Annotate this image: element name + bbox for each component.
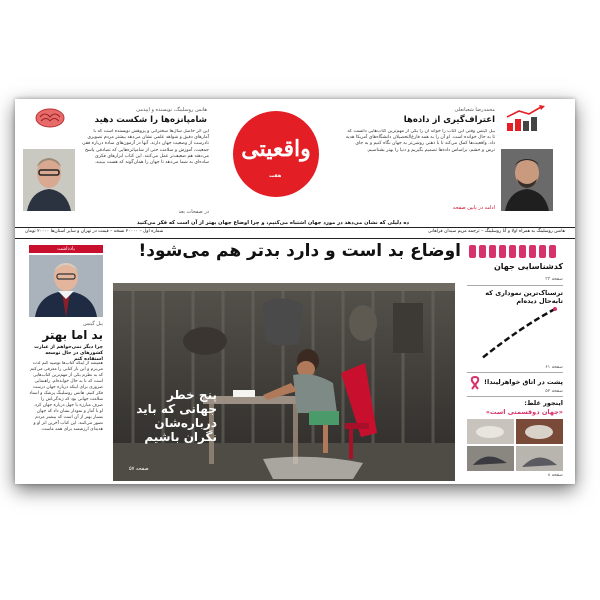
main-headline: اوضاع بد است و دارد بدتر هم می‌شود!	[138, 241, 461, 261]
logo-small-mark: هفت	[269, 173, 282, 179]
translator-line: هانس روسلینگ به همراه اولا و آنا روسلینگ – ترجمه مریم سیدان فراهانی	[428, 229, 565, 234]
newspaper-page	[15, 99, 575, 484]
issue-info: شماره اول – ۲۰۰۰۰ نسخه – قیمت در تهران و سایر استان‌ها ۲۰۰۰۰ تومان	[25, 229, 164, 234]
right-top-body: بیل گیتس وقتی این کتاب را خواند آن را یکی از مهم‌ترین کتاب‌هایی دانست که تا به حال خوانده است. او آن را به همه فارغ‌التحصیلان دانشگاه‌های آمریکا هدیه داد. واقعیت‌ها کمک می‌کند تا با ذهنی روشن‌تر به جهان نگاه کنیم و به جای ترس و خشم، براساس داده‌ها تصمیم بگیریم و دنیا را بهتر بشناسیم.	[345, 129, 495, 153]
people-icons-row	[467, 243, 563, 259]
left-top-portrait	[23, 149, 75, 211]
bar-chart-icon	[505, 105, 549, 131]
left-col-body: همیشه از اینکه کتاب‌ها توصیه کنم لذت می‌برم و این بار کتابی را معرفی می‌کنم که به نظرم یکی از مهم‌ترین کتاب‌هایی است که تا به حال خوانده‌ام. راهنمایی ضروری برای اینکه درباره جهان درست فکر کنیم. هانس روسلینگ پزشک و استاد سلامت جهانی بود که زندگی‌اش را صرف مبارزه با جهل درباره جهان کرد. او با آمار و نمودار نشان داد که جهان بسیار بهتر از آن است که بیشتر مردم تصور می‌کنند. این کتاب آخرین اثر او و هدیه‌ای ارزشمند برای همه ماست.	[29, 361, 103, 432]
right-item1-page: صفحه ۳۳	[545, 277, 563, 282]
right-top-portrait	[501, 149, 553, 211]
note-badge: یادداشت	[29, 245, 103, 253]
newspaper-logo	[233, 111, 319, 197]
masthead-subline: ده دلیلی که نشان می‌دهد در مورد جهان اشتباه می‌کنیم، و چرا اوضاع جهان بهتر از آن است که فکر می‌کنید	[136, 220, 410, 226]
right-top-title: اعتراف‌گیری از داده‌ها	[403, 115, 495, 125]
photo-caption: پنج خطر جهانی که باید درباره‌شان نگران باشیم	[136, 388, 217, 444]
right-sep-1	[467, 285, 563, 286]
left-top-kicker: هانس روسلینگ، نویسنده و اپیدمی	[136, 107, 207, 113]
left-top-body: این اثر حاصل سال‌ها سخنرانی و پژوهش نویسنده است که با آمارهای دقیق و شواهد علمی نشان می‌دهد بیشتر مردم تصویری نادرست از وضعیت جهان دارند. آنها در آزمون‌های ساده درباره فقر، جمعیت، آموزش و سلامت حتی از شامپانزه‌هایی که تصادفی پاسخ می‌دهند هم ضعیف‌تر عمل می‌کنند. این کتاب ابزارهای فکری ساده‌ای به شما می‌دهد تا جهان را همان‌گونه که هست ببینید.	[81, 129, 209, 166]
right-item1-title: کدشناسایی جهان	[493, 262, 563, 271]
left-top-page-ref: در صفحات بعد	[178, 209, 209, 215]
masthead	[15, 99, 575, 231]
left-col-title: بد اما بهتر	[42, 328, 103, 342]
left-col-subtitle: چرا دیگر نمی‌خواهم از عبارت کشورهای در حال توسعه استفاده کنم	[34, 345, 103, 362]
ribbon-icon	[469, 375, 481, 389]
right-sep-2	[467, 372, 563, 373]
main-photo	[113, 283, 455, 481]
right-item3-title: پشت در اتاق خواهرلیندا!	[484, 378, 563, 386]
right-top-kicker: محمدرضا شعبانعلی	[454, 107, 495, 113]
right-top-page-ref: ادامه در پایین صفحه	[452, 205, 495, 211]
right-item2-title: ترسناک‌ترین نموداری که تابه‌حال دیده‌ام	[485, 289, 563, 305]
brain-illustration	[33, 107, 67, 129]
dotted-chart	[471, 307, 561, 363]
right-item4-title: اینجور غلط:	[524, 399, 563, 407]
right-item4-page: صفحه ۸	[547, 473, 563, 478]
right-item4-sub: «جهان دوقسمتی است»	[485, 408, 563, 416]
right-photo-grid	[467, 419, 563, 471]
photo-page-ref: صفحه ۵۷	[129, 466, 149, 472]
right-sep-3	[467, 396, 563, 397]
bill-gates-photo	[29, 255, 103, 317]
left-top-title: شامپانزه‌ها را شکست دهید	[94, 115, 207, 125]
issue-bar	[15, 227, 575, 239]
logo-text: واقعیتی	[241, 136, 311, 162]
left-col-kicker: بیل گیتس	[82, 321, 103, 327]
right-item3-page: صفحه ۵۲	[545, 389, 563, 394]
right-item2-page: صفحه ۶۱	[545, 365, 563, 370]
